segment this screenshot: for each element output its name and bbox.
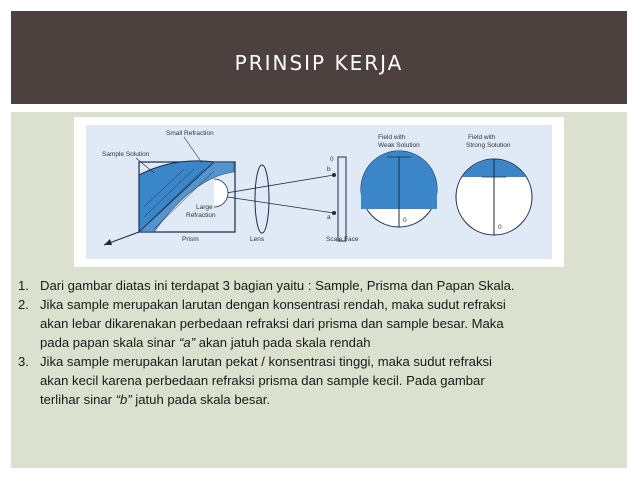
list-text-line: Jika sample merupakan larutan dengan konsentrasi rendah, maka sudut refraksi	[40, 297, 506, 312]
list-text: Dari gambar diatas ini terdapat 3 bagian yaitu : Sample, Prisma dan Papan Skala.	[40, 278, 515, 293]
label-b: b	[327, 166, 331, 173]
list-item-2	[16, 295, 616, 352]
point-b	[332, 173, 336, 177]
list-text-line: terlihar sinar	[40, 392, 116, 407]
ray-b-reference: “b”	[115, 392, 132, 407]
label-weak-1: Field with	[378, 134, 406, 141]
label-weak-zero: 0	[403, 217, 407, 224]
list-number: 3.	[18, 354, 29, 369]
label-scale-zero: 0	[330, 156, 334, 163]
list-item-1	[16, 276, 616, 295]
label-small-refraction: Small Refraction	[166, 130, 214, 137]
label-strong-2: Strong Solution	[466, 142, 511, 149]
list-text-line: Jika sample merupakan larutan pekat / konsentrasi tinggi, maka sudut refraksi	[40, 354, 492, 369]
label-large-1: Large	[196, 204, 213, 211]
list-number: 1.	[18, 278, 29, 293]
list-number: 2.	[18, 297, 29, 312]
label-lens: Lens	[250, 236, 265, 243]
header-bar	[11, 11, 627, 104]
refractometer-diagram	[74, 117, 564, 267]
ray-a-reference: “a”	[179, 335, 196, 350]
label-strong-1: Field with	[468, 134, 496, 141]
diagram-svg	[74, 117, 564, 267]
point-a	[332, 211, 336, 215]
list-text-line: jatuh pada skala besar.	[131, 392, 271, 407]
list-text-line: pada papan skala sinar	[40, 335, 180, 350]
label-a: a	[327, 214, 331, 221]
list-text-line: akan jatuh pada skala rendah	[195, 335, 371, 350]
label-prism: Prism	[182, 236, 199, 243]
list-text-line: akan lebar dikarenakan perbedaan refraksi dari prisma dan sample besar. Maka	[40, 316, 504, 331]
header-divider	[11, 104, 627, 112]
list-text-line: akan kecil karena perbedaan refraksi prisma dan sample kecil. Pada gambar	[40, 373, 485, 388]
list-item-3	[16, 352, 616, 409]
label-large-2: Refraction	[186, 212, 216, 219]
label-weak-2: Weak Solution	[378, 142, 420, 149]
slide-title: PRINSIP KERJA	[234, 51, 404, 75]
label-scale-face: Scale Face	[326, 236, 359, 243]
label-sample-solution: Sample Solution	[102, 151, 150, 158]
slide	[11, 11, 627, 468]
explanation-list	[16, 276, 616, 409]
label-strong-zero: 0	[498, 224, 502, 231]
